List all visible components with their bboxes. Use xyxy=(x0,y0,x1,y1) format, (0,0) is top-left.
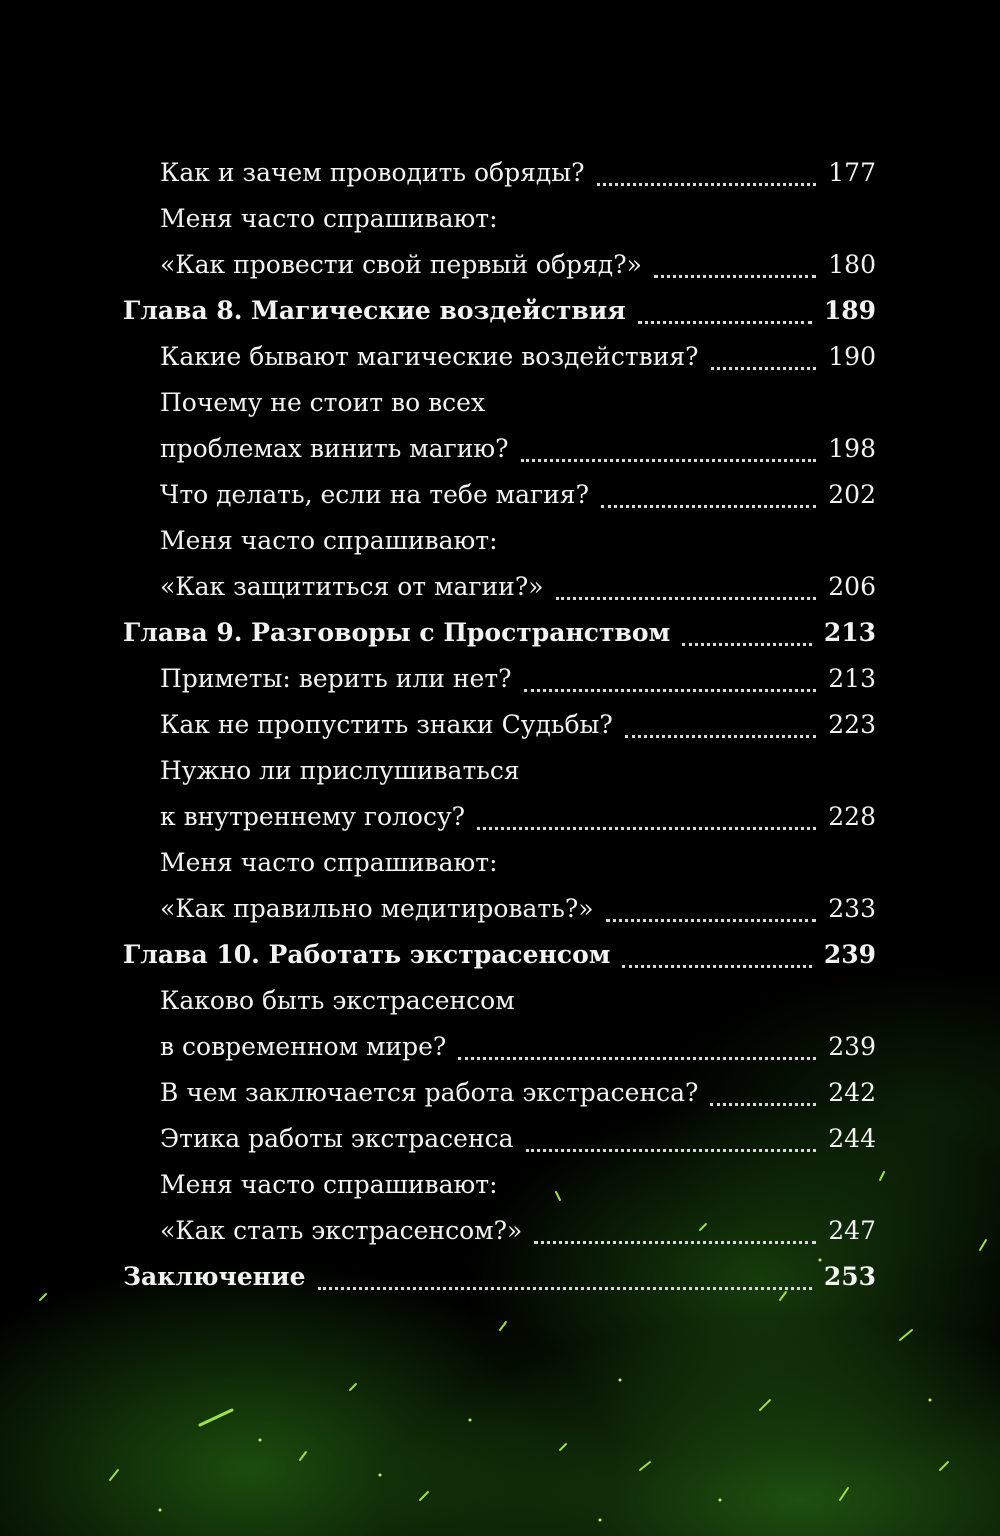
toc-dot-leader xyxy=(526,1149,816,1152)
toc-entry-title: Меня часто спрашивают: xyxy=(160,526,498,555)
toc-page-number: 180 xyxy=(828,250,876,279)
toc-page-number: 213 xyxy=(823,618,876,647)
toc-dot-leader xyxy=(622,965,812,968)
toc-entry-title: Приметы: верить или нет? xyxy=(160,664,512,693)
toc-dot-leader xyxy=(606,919,816,922)
toc-entry xyxy=(0,334,1000,380)
toc-dot-leader xyxy=(477,827,816,830)
toc-entry-title: Глава 8. Магические воздействия xyxy=(123,296,626,325)
toc-dot-leader xyxy=(601,505,816,508)
toc-dot-leader xyxy=(318,1287,812,1290)
toc-dot-leader xyxy=(556,597,816,600)
toc-entry xyxy=(0,472,1000,518)
toc-page-number: 206 xyxy=(828,572,876,601)
toc-entry xyxy=(0,150,1000,196)
toc-dot-leader xyxy=(521,459,816,462)
toc-entry-title: Нужно ли прислушиваться xyxy=(160,756,520,785)
toc-entry xyxy=(0,242,1000,288)
toc-page-number: 242 xyxy=(828,1078,876,1107)
toc-entry xyxy=(0,978,1000,1024)
toc-page-number: 202 xyxy=(828,480,876,509)
toc-entry-title: Каково быть экстрасенсом xyxy=(160,986,515,1015)
toc-entry xyxy=(0,1208,1000,1254)
toc-page-number: 223 xyxy=(828,710,876,739)
toc-dot-leader xyxy=(625,735,816,738)
toc-page-number: 189 xyxy=(823,296,876,325)
toc-entry xyxy=(0,840,1000,886)
toc-page-number: 213 xyxy=(828,664,876,693)
toc-entry-title: «Как стать экстрасенсом?» xyxy=(160,1216,523,1245)
toc-page-number: 239 xyxy=(828,1032,876,1061)
toc-page-number: 177 xyxy=(828,158,876,187)
toc-page-number: 198 xyxy=(828,434,876,463)
toc-chapter-entry xyxy=(0,288,1000,334)
toc-entry xyxy=(0,1162,1000,1208)
toc-entry-title: в современном мире? xyxy=(160,1032,447,1061)
toc-entry xyxy=(0,518,1000,564)
toc-dot-leader xyxy=(458,1057,816,1060)
toc-page-number: 233 xyxy=(828,894,876,923)
toc-entry-title: Как и зачем проводить обряды? xyxy=(160,158,585,187)
toc-entry-title: Глава 9. Разговоры с Пространством xyxy=(123,618,671,647)
toc-entry-title: Что делать, если на тебе магия? xyxy=(160,480,589,509)
toc-entry-title: «Как провести свой первый обряд?» xyxy=(160,250,642,279)
toc-page-number: 253 xyxy=(823,1262,876,1291)
toc-dot-leader xyxy=(654,275,816,278)
toc-entry-title: Этика работы экстрасенса xyxy=(160,1124,514,1153)
toc-entry xyxy=(0,1024,1000,1070)
toc-entry-title: Меня часто спрашивают: xyxy=(160,1170,498,1199)
toc-entry xyxy=(0,794,1000,840)
toc-page-number: 228 xyxy=(828,802,876,831)
toc-entry-title: «Как правильно медитировать?» xyxy=(160,894,594,923)
toc-entry-title: Какие бывают магические воздействия? xyxy=(160,342,699,371)
toc-page-number: 244 xyxy=(828,1124,876,1153)
toc-entry-title: Как не пропустить знаки Судьбы? xyxy=(160,710,613,739)
toc-entry-title: Меня часто спрашивают: xyxy=(160,848,498,877)
toc-entry xyxy=(0,656,1000,702)
toc-dot-leader xyxy=(597,183,816,186)
toc-dot-leader xyxy=(710,1103,816,1106)
toc-entry-title: к внутреннему голосу? xyxy=(160,802,466,831)
toc-entry-title: проблемах винить магию? xyxy=(160,434,509,463)
toc-entry xyxy=(0,702,1000,748)
toc-page-number: 190 xyxy=(828,342,876,371)
toc-entry-title: Почему не стоит во всех xyxy=(160,388,486,417)
toc-dot-leader xyxy=(711,367,816,370)
toc-entry xyxy=(0,196,1000,242)
toc-chapter-entry xyxy=(0,610,1000,656)
toc-entry xyxy=(0,1116,1000,1162)
toc-entry xyxy=(0,426,1000,472)
toc-entry xyxy=(0,748,1000,794)
toc-entry xyxy=(0,886,1000,932)
toc-entry-title: Заключение xyxy=(123,1262,306,1291)
toc-entry-title: «Как защититься от магии?» xyxy=(160,572,544,601)
toc-dot-leader xyxy=(638,321,812,324)
toc-entry-title: Глава 10. Работать экстрасенсом xyxy=(123,940,611,969)
toc-entry-title: В чем заключается работа экстрасенса? xyxy=(160,1078,699,1107)
toc-page-number: 239 xyxy=(823,940,876,969)
toc-entry xyxy=(0,380,1000,426)
toc-entry xyxy=(0,564,1000,610)
toc-chapter-entry xyxy=(0,932,1000,978)
toc-entry xyxy=(0,1070,1000,1116)
toc-dot-leader xyxy=(534,1241,816,1244)
toc-dot-leader xyxy=(524,689,816,692)
toc-dot-leader xyxy=(682,643,812,646)
toc-chapter-entry xyxy=(0,1254,1000,1300)
toc-page-number: 247 xyxy=(828,1216,876,1245)
toc-entry-title: Меня часто спрашивают: xyxy=(160,204,498,233)
